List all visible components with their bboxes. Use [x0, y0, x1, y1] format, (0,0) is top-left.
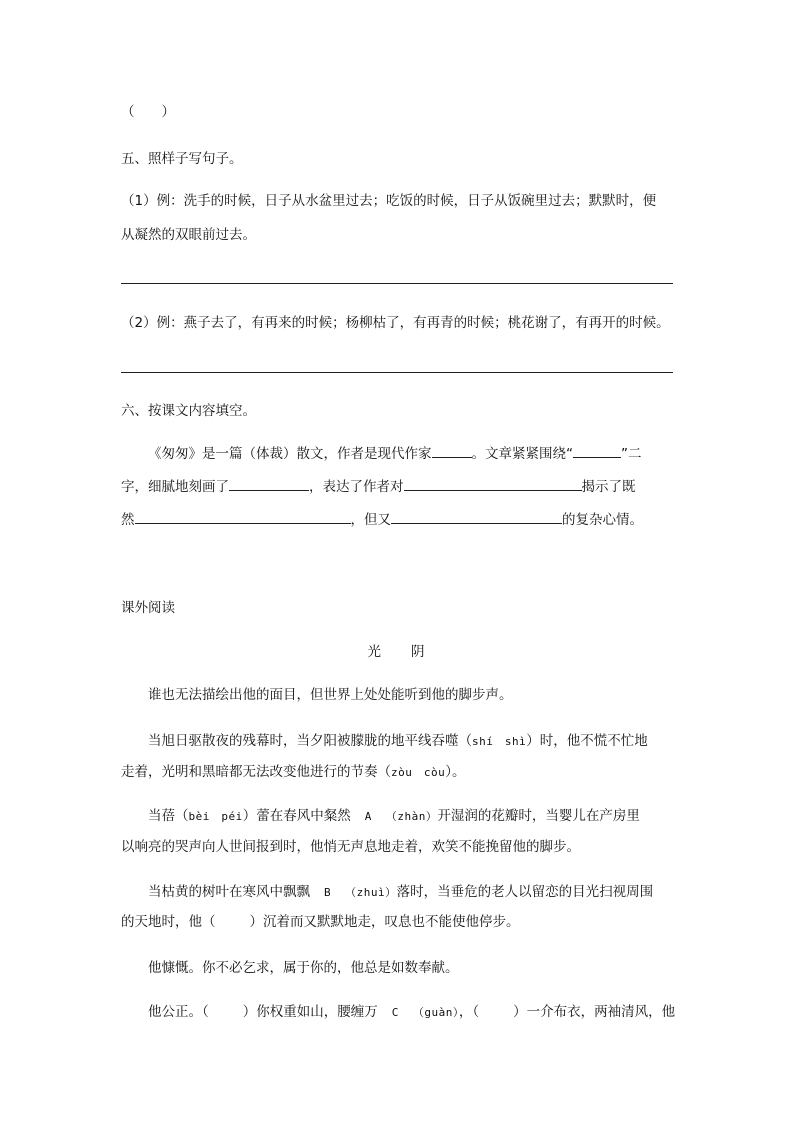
fill-line-1: [148, 443, 673, 463]
pinyin-choice: zòu còu: [391, 766, 446, 779]
reading-label: 课外阅读: [121, 600, 175, 616]
paragraph-text: ，（: [458, 1004, 480, 1020]
answer-parentheses: （ ）: [121, 104, 175, 120]
blank-marker-a: A: [364, 810, 372, 823]
fill-text: 《匆匆》是一篇（体裁）散文，作者是现代作家: [148, 446, 432, 462]
fill-text: 然: [121, 512, 135, 528]
section-5-heading: 五、照样子写句子。: [121, 151, 243, 167]
pinyin-hint: （zhuì）: [345, 886, 397, 899]
paragraph-text: 他公正。（: [148, 1004, 209, 1020]
example-2-line-1: （2）例：燕子去了，有再来的时候；杨柳枯了，有再青的时候；桃花谢了，有再开的时候。: [121, 315, 670, 331]
fill-blank-author[interactable]: [432, 443, 472, 458]
blank-marker-b: B: [324, 886, 332, 899]
paragraph-text: 走着，光明和黑暗都无法改变他进行的节奏（: [121, 764, 391, 780]
fill-line-3: [121, 509, 673, 529]
paragraph-text: ）时，他不慌不忙地: [526, 733, 648, 749]
answer-line-1[interactable]: [121, 283, 673, 284]
fill-blank-reveal-2[interactable]: [391, 509, 562, 524]
example-1-line-1: （1）例：洗手的时候，日子从水盆里过去；吃饭的时候，日子从饭碗里过去；默默时，便: [121, 193, 657, 209]
paragraph-1: 谁也无法描绘出他的面目，但世界上处处能听到他的脚步声。: [148, 687, 513, 703]
paragraph-5: 他慷慨。你不必乞求，属于你的，他总是如数奉献。: [148, 960, 459, 976]
fill-text: 。文章紧紧围绕“: [471, 446, 573, 462]
fill-text: ，表达了作者对: [309, 479, 404, 495]
paragraph-2-line-2: [121, 762, 673, 782]
reading-title-char-2: 阴: [411, 644, 427, 660]
paragraph-text: 当蓓（: [148, 808, 189, 824]
paragraph-text: 当旭日驱散夜的残幕时，当夕阳被朦胧的地平线吞噬（: [148, 733, 472, 749]
paragraph-text: ）蕾在春风中粲然: [242, 808, 351, 824]
fill-text: 揭示了既: [581, 479, 636, 495]
section-6-heading: 六、按课文内容填空。: [121, 403, 256, 419]
paragraph-3-line-2: 以响亮的哭声向人世间报到时，他悄无声息地走着，欢笑不能挽留他的脚步。: [121, 839, 580, 855]
paragraph-text: 落时，当垂危的老人以留恋的目光扫视周围: [396, 884, 654, 900]
fill-text: ”二: [621, 446, 642, 462]
paragraph-text: ）一介布衣，两袖清风，他: [513, 1004, 676, 1020]
paragraph-text: ）沉着而又默默地走，叹息也不能使他停步。: [249, 914, 520, 930]
paragraph-text: ）。: [445, 764, 466, 780]
fill-line-2: [121, 476, 673, 496]
fill-blank-feeling[interactable]: [404, 476, 582, 491]
paragraph-6-line-1: [148, 1002, 676, 1022]
paragraph-4-line-1: [148, 882, 673, 902]
example-1-line-2: 从凝然的双眼前过去。: [121, 227, 256, 243]
pinyin-hint: （zhàn）: [385, 810, 438, 823]
fill-blank-theme[interactable]: [573, 443, 621, 458]
blank-marker-c: C: [391, 1006, 399, 1019]
fill-blank-depiction[interactable]: [229, 476, 309, 491]
paragraph-text: 开湿润的花瓣时，当婴儿在产房里: [437, 808, 640, 824]
paragraph-text: ）你权重如山，腰缠万: [242, 1004, 378, 1020]
paragraph-3-line-1: [148, 806, 673, 826]
paragraph-4-line-2: [121, 912, 673, 932]
paragraph-text: 当枯黄的树叶在寒风中飘飘: [148, 884, 310, 900]
pinyin-choice: bèi péi: [188, 810, 243, 823]
fill-blank-reveal-1[interactable]: [135, 509, 351, 524]
paragraph-text: 的天地时，他（: [121, 914, 216, 930]
pinyin-choice: shí shì: [472, 735, 527, 748]
paragraph-2-line-1: [148, 731, 673, 751]
answer-line-2[interactable]: [121, 372, 673, 373]
reading-title-char-1: 光: [367, 644, 383, 660]
fill-text: ，但又: [350, 512, 391, 528]
fill-text: 字，细腻地刻画了: [121, 479, 229, 495]
fill-text: 的复杂心情。: [562, 512, 643, 528]
reading-title: [0, 642, 794, 662]
pinyin-hint: （guàn）: [412, 1006, 459, 1019]
